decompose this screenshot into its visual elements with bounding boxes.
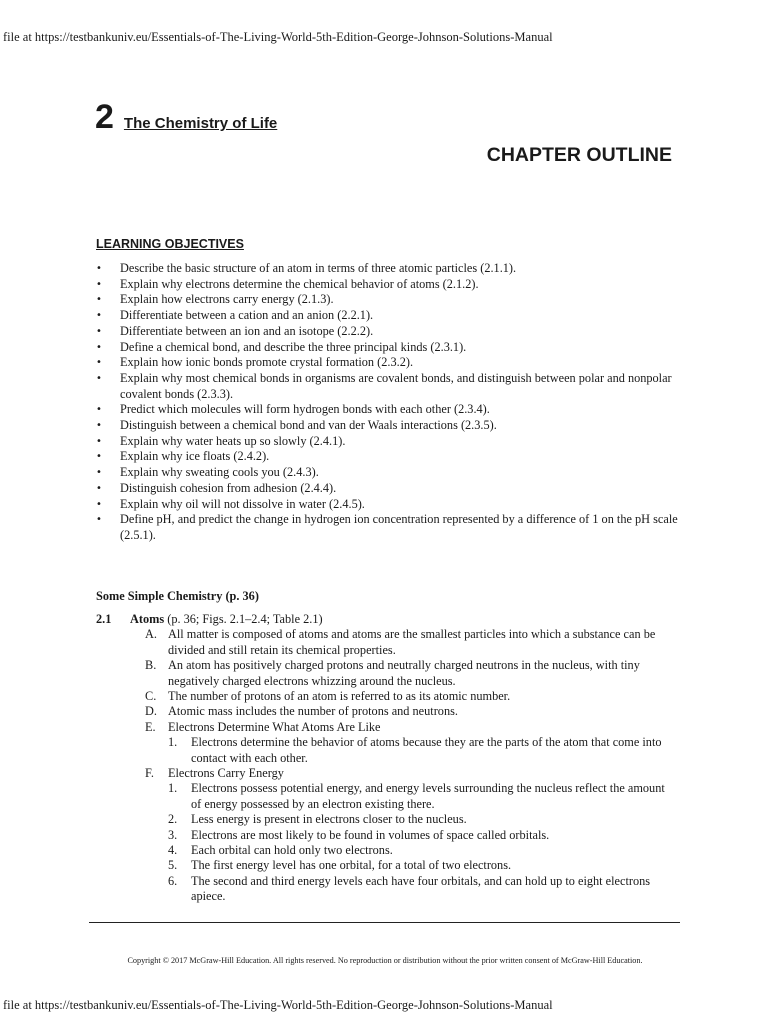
chapter-outline-title: CHAPTER OUTLINE: [486, 144, 672, 166]
outline-item-letter: A.: [145, 627, 157, 642]
outline-subitem: [168, 843, 665, 858]
outline-subitem-text: The first energy level has one orbital, for a total of two electrons.: [191, 858, 512, 873]
outline-item-text: The number of protons of an atom is referred to as its atomic number.: [168, 689, 511, 704]
copyright-notice: Copyright © 2017 McGraw-Hill Education. All rights reserved. No reproduction or distribution without the prior written consent of McGraw-Hill Education.: [127, 956, 643, 965]
outline-items: [145, 627, 665, 904]
outline-item-text: All matter is composed of atoms and atoms are the smallest particles into which a substance can be divided and still retain its chemical properties.: [168, 627, 656, 657]
outline-item: [145, 766, 665, 905]
outline-subitem-number: 3.: [168, 827, 178, 842]
learning-objectives-heading: LEARNING OBJECTIVES: [96, 237, 244, 251]
learning-objective-item: • Explain how ionic bonds promote crystal formation (2.3.2).: [96, 355, 686, 371]
outline-subitems: [168, 781, 665, 904]
outline-subitem-number: 1.: [168, 735, 178, 750]
learning-objective-item: • Explain how electrons carry energy (2.1.3).: [96, 292, 686, 308]
outline-subitem-text: Less energy is present in electrons closer to the nucleus.: [191, 812, 467, 827]
outline-subitem-number: 6.: [168, 873, 178, 888]
outline-item: [145, 689, 665, 704]
section-title-line: [130, 612, 323, 627]
outline-item-text: Electrons Carry Energy: [168, 766, 284, 781]
learning-objective-item: • Explain why water heats up so slowly (2.4.1).: [96, 434, 686, 450]
chapter-number: 2: [95, 98, 114, 136]
section-title-reference: (p. 36; Figs. 2.1–2.4; Table 2.1): [164, 612, 323, 626]
learning-objective-item: • Define pH, and predict the change in hydrogen ion concentration represented by a difference of 1 on the pH scale (2.5.1).: [96, 512, 686, 543]
footer-divider: [89, 922, 680, 923]
outline-subitem: [168, 781, 665, 812]
learning-objective-item: • Differentiate between an ion and an isotope (2.2.2).: [96, 324, 686, 340]
learning-objective-item: • Distinguish between a chemical bond and van der Waals interactions (2.3.5).: [96, 418, 686, 434]
source-banner-top: file at https://testbankuniv.eu/Essentials-of-The-Living-World-5th-Edition-George-Johnson-Solutions-Manual: [3, 30, 553, 44]
learning-objective-item: • Distinguish cohesion from adhesion (2.4.4).: [96, 481, 686, 497]
outline-subitem: [168, 858, 665, 873]
section-number: 2.1: [96, 612, 112, 626]
learning-objective-item: • Explain why most chemical bonds in organisms are covalent bonds, and distinguish between polar and nonpolar covalent bonds (2.3.3).: [96, 371, 686, 402]
outline-subitem: [168, 874, 665, 905]
outline-item: [145, 720, 665, 766]
source-banner-bottom: file at https://testbankuniv.eu/Essentials-of-The-Living-World-5th-Edition-George-Johnson-Solutions-Manual: [3, 998, 553, 1012]
outline-item-letter: C.: [145, 689, 157, 704]
outline-subitem-number: 4.: [168, 843, 178, 858]
outline-item: [145, 658, 665, 689]
outline-subitem-text: The second and third energy levels each have four orbitals, and can hold up to eight electrons apiece.: [191, 873, 651, 904]
outline-subitem-text: Electrons are most likely to be found in volumes of space called orbitals.: [191, 827, 550, 842]
outline-subitem-number: 5.: [168, 858, 178, 873]
outline-subitem-text: Electrons determine the behavior of atoms because they are the parts of the atom that come into contact with each other.: [191, 735, 662, 765]
chapter-heading: [95, 100, 277, 134]
outline-subitem: [168, 735, 665, 766]
outline-item-text: Electrons Determine What Atoms Are Like: [168, 719, 381, 734]
outline-item-letter: D.: [145, 704, 157, 719]
outline-subitem-number: 2.: [168, 812, 178, 827]
outline-subitem: [168, 828, 665, 843]
learning-objective-item: • Differentiate between a cation and an anion (2.2.1).: [96, 308, 686, 324]
outline-item-letter: B.: [145, 658, 157, 673]
learning-objectives-list: [96, 261, 686, 544]
outline-subitems: [168, 735, 665, 766]
learning-objective-item: • Explain why ice floats (2.4.2).: [96, 449, 686, 465]
outline-subitem-number: 1.: [168, 781, 178, 796]
outline-subitem: [168, 812, 665, 827]
learning-objective-item: • Predict which molecules will form hydrogen bonds with each other (2.3.4).: [96, 402, 686, 418]
outline-subitem-text: Electrons possess potential energy, and energy levels surrounding the nucleus reflect the amount of energy possessed by an electron existing there.: [191, 781, 665, 811]
outline-subitem-text: Each orbital can hold only two electrons.: [191, 843, 393, 858]
outline-item-text: An atom has positively charged protons and neutrally charged neutrons in the nucleus, with tiny negatively charged electrons whizzing around the nucleus.: [168, 658, 640, 688]
learning-objective-item: • Explain why oil will not dissolve in water (2.4.5).: [96, 497, 686, 513]
outline-item-text: Atomic mass includes the number of protons and neutrons.: [168, 704, 458, 719]
section-title: Atoms: [130, 612, 165, 626]
outline-item-letter: E.: [145, 719, 156, 734]
learning-objective-item: • Define a chemical bond, and describe the three principal kinds (2.3.1).: [96, 340, 686, 356]
outline-item: [145, 704, 665, 719]
chapter-title: The Chemistry of Life: [123, 115, 278, 132]
learning-objective-item: • Explain why sweating cools you (2.4.3).: [96, 465, 686, 481]
outline-item: [145, 627, 665, 658]
outline-item-letter: F.: [145, 766, 154, 781]
section-heading: Some Simple Chemistry (p. 36): [96, 589, 259, 603]
learning-objective-item: • Explain why electrons determine the chemical behavior of atoms (2.1.2).: [96, 277, 686, 293]
learning-objective-item: • Describe the basic structure of an atom in terms of three atomic particles (2.1.1).: [96, 261, 686, 277]
